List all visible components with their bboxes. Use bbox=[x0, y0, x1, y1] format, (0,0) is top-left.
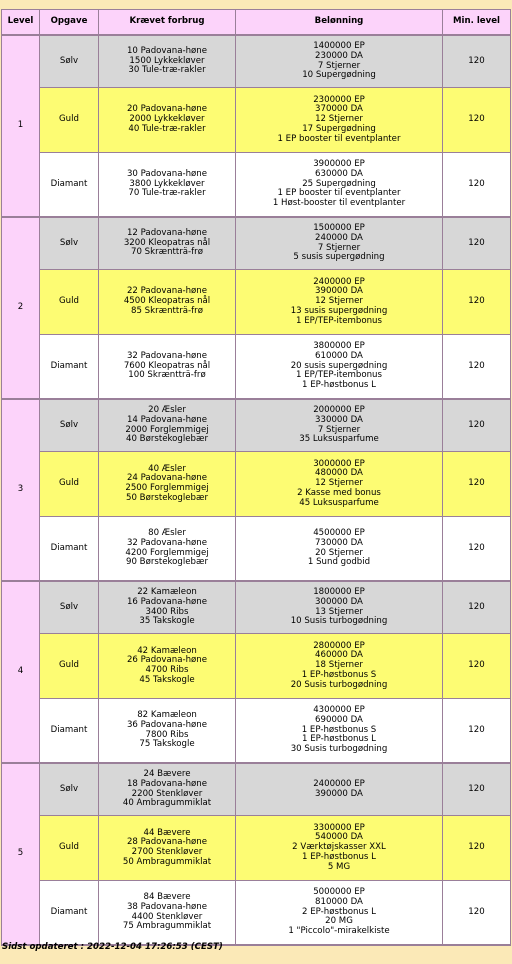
reward-item: 2300000 EP bbox=[313, 94, 365, 105]
table-body bbox=[2, 36, 511, 946]
table-row bbox=[2, 335, 511, 400]
reward-cell bbox=[236, 88, 443, 153]
reward-cell bbox=[236, 881, 443, 946]
required-cell bbox=[99, 335, 236, 400]
reward-item: 300000 DA bbox=[315, 596, 363, 607]
table-row bbox=[2, 699, 511, 764]
required-item: 75 Takskogle bbox=[139, 739, 195, 750]
table-row bbox=[2, 88, 511, 153]
min-level-cell: 120 bbox=[443, 881, 511, 946]
reward-cell bbox=[236, 816, 443, 881]
reward-item: 5 susis supergødning bbox=[293, 252, 385, 263]
reward-cell bbox=[236, 699, 443, 764]
required-item: 40 Tule-træ-rakler bbox=[128, 123, 206, 134]
required-cell bbox=[99, 816, 236, 881]
reward-item: 1 EP-høstbonus L bbox=[302, 734, 376, 745]
reward-item: 330000 DA bbox=[315, 414, 363, 425]
header-reward: Belønning bbox=[236, 10, 443, 36]
reward-item: 2400000 EP bbox=[313, 276, 365, 287]
required-item: 4500 Kleopatras nål bbox=[123, 296, 211, 307]
task-cell: Guld bbox=[40, 270, 99, 335]
reward-cell bbox=[236, 582, 443, 634]
reward-item: 390000 DA bbox=[315, 788, 363, 799]
required-item: 24 Padovana-høne bbox=[126, 473, 208, 484]
reward-item: 20 susis supergødning bbox=[290, 360, 388, 371]
reward-item: 2 Kasse med bonus bbox=[297, 487, 381, 498]
reward-item: 30 Susis turbogødning bbox=[290, 744, 388, 755]
reward-item: 810000 DA bbox=[315, 896, 363, 907]
task-cell: Diamant bbox=[40, 153, 99, 218]
required-item: 70 Tule-træ-rakler bbox=[128, 188, 206, 199]
required-item: 20 Padovana-høne bbox=[126, 104, 208, 115]
reward-item: 18 Stjerner bbox=[315, 660, 363, 671]
required-item: 50 Ambragummiklat bbox=[122, 856, 212, 867]
reward-item: 5 MG bbox=[327, 861, 351, 872]
reward-item: 610000 DA bbox=[315, 350, 363, 361]
reward-item: 1 Sund godbid bbox=[307, 557, 371, 568]
reward-item: 630000 DA bbox=[315, 168, 363, 179]
required-item: 44 Bævere bbox=[143, 827, 191, 838]
reward-item: 7 Stjerner bbox=[317, 242, 361, 253]
task-cell: Guld bbox=[40, 634, 99, 699]
min-level-cell: 120 bbox=[443, 335, 511, 400]
reward-item: 5000000 EP bbox=[313, 887, 365, 898]
task-cell: Sølv bbox=[40, 764, 99, 816]
required-item: 28 Padovana-høne bbox=[126, 837, 208, 848]
reward-item: 20 Stjerner bbox=[315, 547, 363, 558]
required-item: 2000 Lykkekløver bbox=[129, 114, 205, 125]
reward-item: 7 Stjerner bbox=[317, 424, 361, 435]
reward-item: 1 EP booster til eventplanter bbox=[277, 188, 401, 199]
required-item: 38 Padovana-høne bbox=[126, 901, 208, 912]
reward-item: 10 Susis turbogødning bbox=[290, 616, 388, 627]
required-item: 2500 Forglemmigej bbox=[125, 483, 209, 493]
header-task: Opgave bbox=[40, 10, 99, 36]
reward-cell bbox=[236, 36, 443, 88]
min-level-cell: 120 bbox=[443, 400, 511, 452]
table-row bbox=[2, 153, 511, 218]
min-level-cell: 120 bbox=[443, 816, 511, 881]
reward-item: 12 Stjerner bbox=[315, 114, 363, 125]
required-item: 26 Padovana-høne bbox=[126, 655, 208, 666]
reward-item: 13 susis supergødning bbox=[290, 305, 388, 316]
required-item: 40 Ambragummiklat bbox=[122, 798, 212, 809]
required-item: 2000 Forglemmigej bbox=[125, 424, 209, 435]
reward-item: 7 Stjerner bbox=[317, 60, 361, 71]
required-cell bbox=[99, 764, 236, 816]
task-cell: Sølv bbox=[40, 400, 99, 452]
required-cell bbox=[99, 88, 236, 153]
min-level-cell: 120 bbox=[443, 452, 511, 517]
table-row bbox=[2, 517, 511, 582]
reward-item: 230000 DA bbox=[315, 50, 363, 61]
level-cell: 3 bbox=[2, 400, 40, 582]
required-item: 90 Børstekoglebær bbox=[126, 557, 208, 568]
reward-item: 2400000 EP bbox=[313, 778, 365, 789]
required-item: 30 Tule-træ-rakler bbox=[128, 65, 206, 76]
required-item: 7800 Ribs bbox=[145, 729, 189, 740]
reward-item: 540000 DA bbox=[315, 832, 363, 843]
reward-item: 3300000 EP bbox=[313, 822, 365, 833]
task-cell: Sølv bbox=[40, 582, 99, 634]
table-row bbox=[2, 218, 511, 270]
min-level-cell: 120 bbox=[443, 634, 511, 699]
required-item: 3200 Kleopatras nål bbox=[123, 237, 211, 248]
reward-item: 10 Supergødning bbox=[302, 70, 376, 81]
table-row bbox=[2, 881, 511, 946]
required-item: 16 Padovana-høne bbox=[126, 596, 208, 607]
required-item: 4700 Ribs bbox=[145, 665, 189, 675]
reward-item: 390000 DA bbox=[315, 286, 363, 297]
task-cell: Sølv bbox=[40, 36, 99, 88]
reward-item: 1 EP-høstbonus L bbox=[302, 380, 376, 391]
reward-item: 2 EP-høstbonus L bbox=[302, 906, 376, 917]
required-item: 20 Æsler bbox=[148, 405, 186, 416]
reward-item: 1 "Piccolo"-mirakelkiste bbox=[288, 926, 390, 937]
required-item: 22 Padovana-høne bbox=[126, 286, 208, 297]
task-cell: Guld bbox=[40, 816, 99, 881]
required-item: 7600 Kleopatras nål bbox=[123, 360, 211, 371]
required-cell bbox=[99, 582, 236, 634]
required-cell bbox=[99, 36, 236, 88]
required-item: 4200 Forglemmigej bbox=[125, 547, 209, 558]
header-level: Level bbox=[2, 10, 40, 36]
reward-item: 1800000 EP bbox=[313, 587, 365, 598]
required-item: 3800 Lykkekløver bbox=[129, 178, 205, 189]
required-cell bbox=[99, 153, 236, 218]
reward-item: 690000 DA bbox=[315, 714, 363, 725]
reward-item: 20 MG bbox=[325, 916, 353, 927]
header-required: Krævet forbrug bbox=[99, 10, 236, 36]
table-row bbox=[2, 582, 511, 634]
required-item: 18 Padovana-høne bbox=[126, 778, 208, 789]
reward-cell bbox=[236, 270, 443, 335]
required-item: 85 Skræntträ-frø bbox=[131, 305, 203, 316]
min-level-cell: 120 bbox=[443, 153, 511, 218]
reward-item: 730000 DA bbox=[315, 537, 363, 548]
required-item: 82 Kamæleon bbox=[137, 710, 197, 721]
reward-item: 1 EP/TEP-itembonus bbox=[296, 315, 382, 326]
required-item: 10 Padovana-høne bbox=[126, 45, 208, 56]
reward-cell bbox=[236, 400, 443, 452]
reward-cell bbox=[236, 153, 443, 218]
reward-item: 1 EP-høstbonus S bbox=[301, 669, 377, 680]
required-item: 14 Padovana-høne bbox=[126, 414, 208, 425]
required-item: 3400 Ribs bbox=[145, 606, 189, 617]
reward-item: 4300000 EP bbox=[313, 705, 365, 716]
reward-cell bbox=[236, 764, 443, 816]
reward-item: 1 EP-høstbonus L bbox=[302, 851, 376, 862]
required-cell bbox=[99, 452, 236, 517]
task-cell: Diamant bbox=[40, 881, 99, 946]
reward-item: 1 Høst-booster til eventplanter bbox=[272, 198, 406, 209]
required-item: 36 Padovana-høne bbox=[126, 719, 208, 730]
required-item: 50 Børstekoglebær bbox=[126, 492, 208, 503]
min-level-cell: 120 bbox=[443, 699, 511, 764]
required-item: 40 Æsler bbox=[148, 463, 186, 474]
table-row bbox=[2, 764, 511, 816]
reward-item: 2800000 EP bbox=[313, 640, 365, 651]
reward-item: 17 Supergødning bbox=[302, 123, 376, 134]
reward-item: 370000 DA bbox=[315, 104, 363, 115]
min-level-cell: 120 bbox=[443, 582, 511, 634]
task-cell: Diamant bbox=[40, 335, 99, 400]
reward-item: 2 Værktøjskasser XXL bbox=[292, 842, 386, 853]
level-cell: 1 bbox=[2, 36, 40, 218]
level-cell: 5 bbox=[2, 764, 40, 946]
task-cell: Guld bbox=[40, 88, 99, 153]
reward-item: 4500000 EP bbox=[313, 528, 365, 539]
reward-cell bbox=[236, 517, 443, 582]
required-item: 24 Bævere bbox=[143, 769, 191, 780]
required-item: 45 Takskogle bbox=[139, 674, 195, 685]
min-level-cell: 120 bbox=[443, 517, 511, 582]
required-item: 12 Padovana-høne bbox=[126, 227, 208, 238]
min-level-cell: 120 bbox=[443, 218, 511, 270]
required-item: 42 Kamæleon bbox=[137, 645, 197, 656]
reward-item: 3000000 EP bbox=[313, 458, 365, 469]
required-cell bbox=[99, 881, 236, 946]
reward-item: 12 Stjerner bbox=[315, 296, 363, 307]
reward-cell bbox=[236, 634, 443, 699]
level-cell: 2 bbox=[2, 218, 40, 400]
table-row bbox=[2, 452, 511, 517]
required-cell bbox=[99, 517, 236, 582]
task-cell: Diamant bbox=[40, 517, 99, 582]
task-cell: Diamant bbox=[40, 699, 99, 764]
reward-item: 480000 DA bbox=[315, 468, 363, 479]
required-item: 32 Padovana-høne bbox=[126, 350, 208, 361]
required-item: 80 Æsler bbox=[148, 528, 186, 539]
reward-item: 2000000 EP bbox=[313, 405, 365, 416]
reward-item: 1 EP-høstbonus S bbox=[301, 724, 377, 735]
min-level-cell: 120 bbox=[443, 36, 511, 88]
reward-item: 1 EP booster til eventplanter bbox=[277, 133, 401, 144]
required-cell bbox=[99, 400, 236, 452]
required-item: 22 Kamæleon bbox=[137, 587, 197, 598]
min-level-cell: 120 bbox=[443, 88, 511, 153]
level-cell: 4 bbox=[2, 582, 40, 764]
required-item: 75 Ambragummiklat bbox=[122, 921, 212, 932]
reward-item: 1500000 EP bbox=[313, 223, 365, 234]
required-item: 35 Takskogle bbox=[139, 616, 195, 627]
min-level-cell: 120 bbox=[443, 764, 511, 816]
reward-cell bbox=[236, 218, 443, 270]
reward-item: 45 Luksusparfume bbox=[299, 497, 379, 508]
header-min-level: Min. level bbox=[443, 10, 511, 36]
required-item: 40 Børstekoglebær bbox=[126, 434, 208, 445]
header-row bbox=[2, 10, 511, 36]
required-cell bbox=[99, 218, 236, 270]
reward-item: 1 EP/TEP-itembonus bbox=[296, 370, 382, 381]
required-item: 32 Padovana-høne bbox=[126, 537, 208, 548]
required-item: 70 Skræntträ-frø bbox=[131, 247, 203, 258]
required-item: 30 Padovana-høne bbox=[126, 168, 208, 179]
table-row bbox=[2, 816, 511, 881]
reward-cell bbox=[236, 452, 443, 517]
table-row bbox=[2, 270, 511, 335]
required-item: 2200 Stenkløver bbox=[131, 788, 203, 799]
table-row bbox=[2, 400, 511, 452]
required-item: 1500 Lykkekløver bbox=[129, 55, 205, 66]
reward-item: 460000 DA bbox=[315, 650, 363, 661]
reward-item: 12 Stjerner bbox=[315, 478, 363, 489]
reward-item: 20 Susis turbogødning bbox=[290, 679, 388, 690]
reward-item: 1400000 EP bbox=[313, 41, 365, 52]
reward-item: 25 Supergødning bbox=[302, 178, 376, 189]
reward-item: 3900000 EP bbox=[313, 159, 365, 170]
required-item: 4400 Stenkløver bbox=[131, 911, 203, 922]
required-item: 84 Bævere bbox=[143, 892, 191, 903]
table-row bbox=[2, 634, 511, 699]
last-updated: Sidst opdateret : 2022-12-04 17:26:53 (CEST) bbox=[2, 942, 223, 952]
reward-item: 240000 DA bbox=[315, 232, 363, 243]
task-cell: Sølv bbox=[40, 218, 99, 270]
required-item: 2700 Stenkløver bbox=[131, 847, 203, 857]
reward-item: 35 Luksusparfume bbox=[299, 434, 379, 445]
min-level-cell: 120 bbox=[443, 270, 511, 335]
reward-item: 3800000 EP bbox=[313, 341, 365, 352]
required-cell bbox=[99, 699, 236, 764]
rewards-table bbox=[1, 9, 511, 946]
reward-item: 13 Stjerner bbox=[315, 606, 363, 617]
required-cell bbox=[99, 634, 236, 699]
reward-cell bbox=[236, 335, 443, 400]
required-item: 100 Skræntträ-frø bbox=[128, 370, 206, 381]
required-cell bbox=[99, 270, 236, 335]
task-cell: Guld bbox=[40, 452, 99, 517]
table-row bbox=[2, 36, 511, 88]
